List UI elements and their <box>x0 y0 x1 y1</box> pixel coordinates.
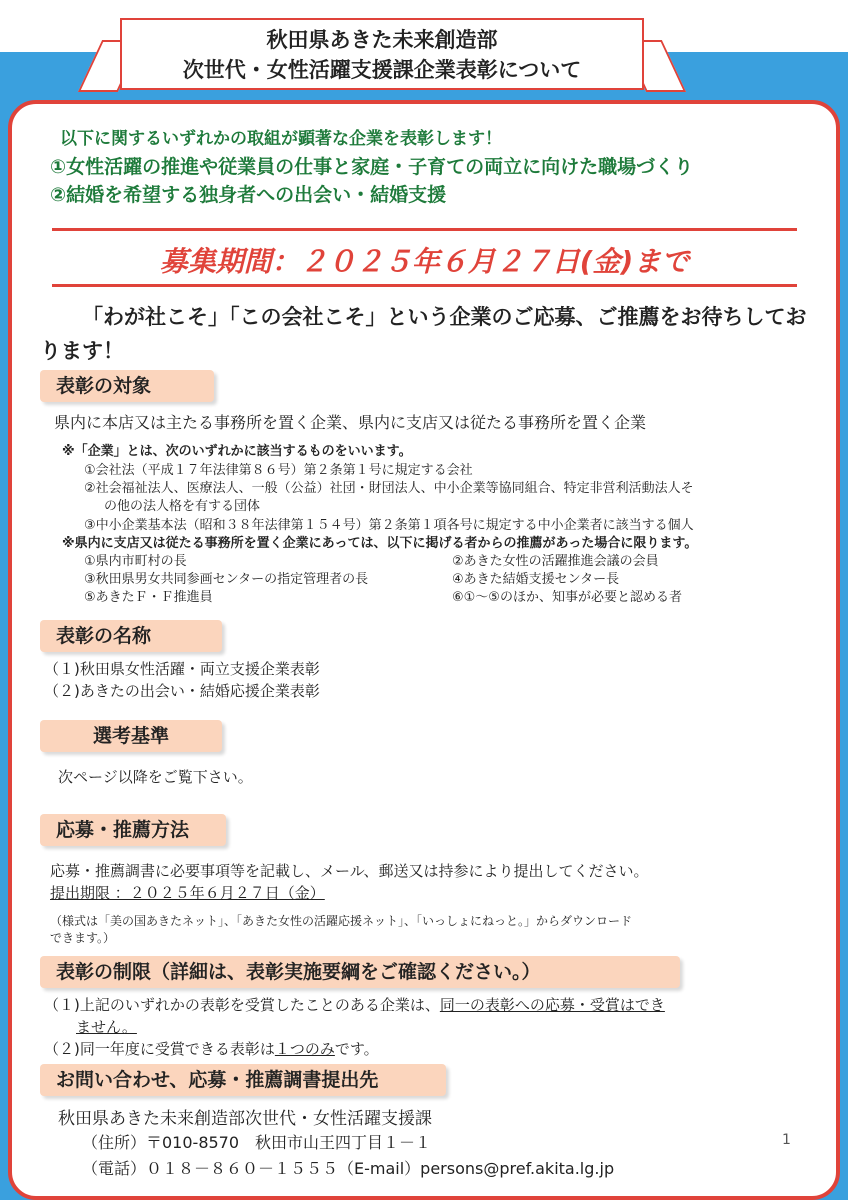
limit-item-2 <box>44 1038 379 1059</box>
target-item-3: ③中小企業基本法（昭和３８年法律第１５４号）第２条第１項各号に規定する中小企業者に該当する個人 <box>84 518 694 533</box>
divider-bottom <box>52 284 797 287</box>
banner-title-line1: 秋田県あきた未来創造部 <box>266 28 498 52</box>
intro-item-1: ①女性活躍の推進や従業員の仕事と家庭・子育ての両立に向けた職場づくり <box>50 156 694 178</box>
contact-dept: 秋田県あきた未来創造部次世代・女性活躍支援課 <box>58 1109 432 1129</box>
target-item-2-cont: の他の法人格を有する団体 <box>104 499 261 514</box>
heading-target: 表彰の対象 <box>40 370 214 402</box>
recommender-3: ③秋田県男女共同参画センターの指定管理者の長 <box>84 572 369 587</box>
contact-address: （住所）〒010-8570 秋田市山王四丁目１－１ <box>82 1133 432 1152</box>
lead-message: 「わが社こそ」「この会社こそ」という企業のご応募、ご推薦をお待ちしております！ <box>40 305 807 363</box>
page-number: 1 <box>782 1132 791 1148</box>
award-name-2: （２)あきたの出会い・結婚応援企業表彰 <box>44 682 320 700</box>
intro-item-2: ②結婚を希望する独身者への出会い・結婚支援 <box>50 184 447 206</box>
limit-item-1-cont: ません。 <box>76 1018 137 1036</box>
recommender-2: ②あきた女性の活躍推進会議の会員 <box>452 554 659 569</box>
limit-item-1-text: （１)上記のいずれかの表彰を受賞したことのある企業は、 <box>44 996 440 1014</box>
heading-contact: お問い合わせ、応募・推薦調書提出先 <box>40 1064 446 1096</box>
intro-text: 以下に関するいずれかの取組が顕著な企業を表彰します！ <box>60 129 502 149</box>
heading-award-name: 表彰の名称 <box>40 620 222 652</box>
method-note-2: できます。） <box>50 931 116 945</box>
contact-phone: （電話）０１８－８６０－１５５５（E-mail）persons@pref.akita.lg.jp <box>82 1159 615 1178</box>
method-deadline: 提出期限 ：２０２５年６月２７日（金） <box>50 884 325 902</box>
limit-item-2-text: （２)同一年度に受賞できる表彰は <box>44 1040 275 1058</box>
heading-method: 応募・推薦方法 <box>40 814 226 846</box>
recommender-4: ④あきた結婚支援センター長 <box>452 572 620 587</box>
title-banner <box>120 18 644 90</box>
criteria-text: 次ページ以降をご覧下さい。 <box>58 768 253 786</box>
limit-item-1-underlined: 同一の表彰への応募・受賞はでき <box>439 996 665 1014</box>
divider-top <box>52 228 797 231</box>
award-name-1: （１)秋田県女性活躍・両立支援企業表彰 <box>44 660 320 678</box>
recommender-5: ⑤あきたＦ・Ｆ推進員 <box>84 590 213 605</box>
method-text: 応募・推薦調書に必要事項等を記載し、メール、郵送又は持参により提出してください。 <box>50 862 649 880</box>
target-note-title: ※「企業」とは、次のいずれかに該当するものをいいます。 <box>62 444 412 459</box>
target-item-1: ①会社法（平成１７年法律第８６号）第２条第１号に規定する会社 <box>84 463 473 478</box>
application-period: 募集期間：２０２５年６月２７日(金)まで <box>159 245 690 278</box>
target-item-2: ②社会福祉法人、医療法人、一般（公益）社団・財団法人、中小企業等協同組合、特定非営利活動法人そ <box>84 481 694 496</box>
branch-note: ※県内に支店又は従たる事務所を置く企業にあっては、以下に掲げる者からの推薦があった場合に限ります。 <box>62 536 698 551</box>
banner-title-line2: 次世代・女性活躍支援課企業表彰について <box>182 58 582 82</box>
limit-item-2-underlined: １つのみ <box>274 1040 335 1058</box>
method-note-1: （様式は「美の国あきたネット」、「あきた女性の活躍応援ネット」、「いっしょにねっと。」からダウンロード <box>50 914 633 928</box>
heading-criteria: 選考基準 <box>40 720 222 752</box>
recommender-6: ⑥①～⑤のほか、知事が必要と認める者 <box>452 590 682 605</box>
heading-limits: 表彰の制限（詳細は、表彰実施要綱をご確認ください。） <box>40 956 680 988</box>
limit-item-1 <box>44 994 665 1015</box>
target-main: 県内に本店又は主たる事務所を置く企業、県内に支店又は従たる事務所を置く企業 <box>54 413 647 432</box>
recommender-1: ①県内市町村の長 <box>84 554 187 569</box>
limit-item-2-end: です。 <box>334 1040 379 1058</box>
